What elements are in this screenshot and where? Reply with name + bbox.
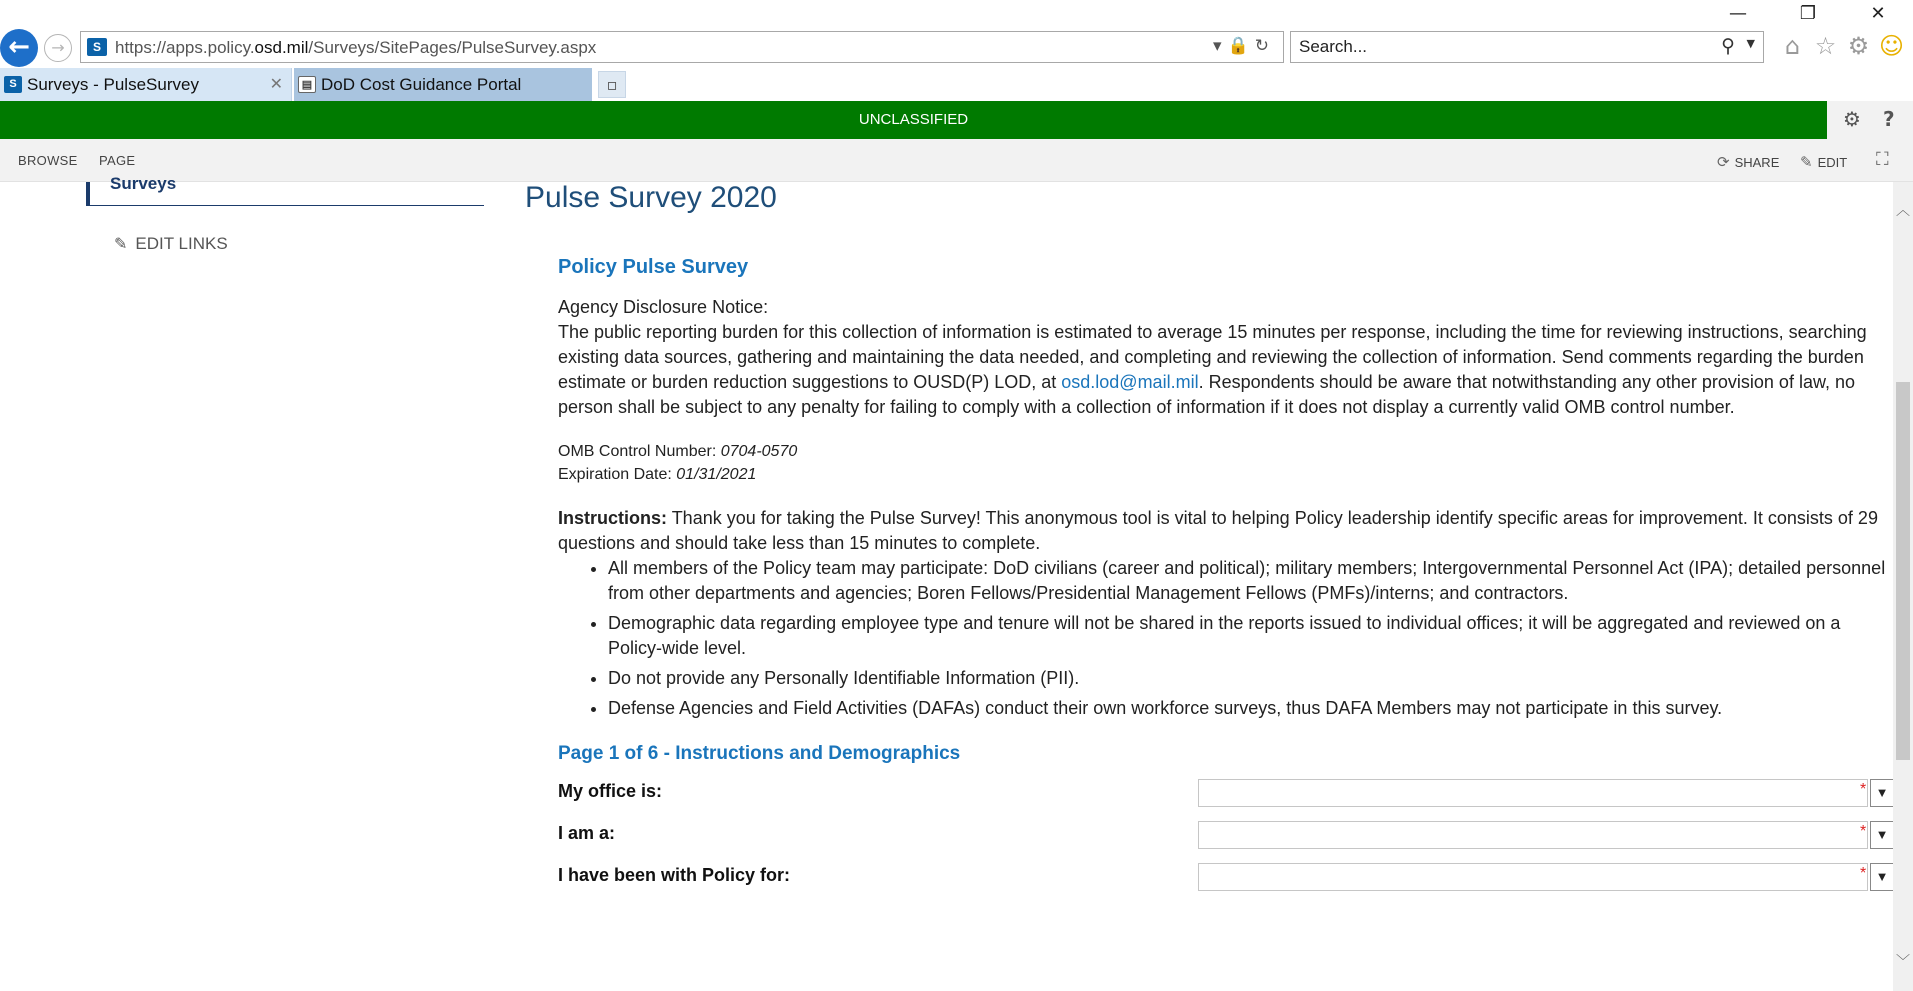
- required-mark: *: [1860, 865, 1867, 882]
- nav-item-label: Surveys: [110, 174, 177, 193]
- url-dropdown-icon[interactable]: ▾: [1213, 36, 1228, 56]
- instructions: [558, 506, 1893, 556]
- smiley-icon[interactable]: ☺: [1878, 32, 1905, 60]
- ribbon: [0, 139, 1913, 182]
- chevron-down-icon[interactable]: ▼: [1746, 37, 1755, 50]
- question-office: [558, 779, 1893, 821]
- main-content: [500, 182, 1893, 991]
- page-favicon-icon: ▤: [298, 76, 316, 93]
- instructions-list: [608, 556, 1893, 721]
- expiration-date: [558, 463, 1893, 486]
- instructions-text: Thank you for taking the Pulse Survey! This anonymous tool is vital to helping Policy leadership identify specific areas for improvement. It consists of 29 questions and should take less than 15 minutes to complete.: [558, 508, 1878, 553]
- list-item: • Demographic data regarding employee type and tenure will not be shared in the reports issued to individual offices; it will be aggregated and reviewed on a Policy-wide level.: [608, 611, 1893, 661]
- forward-arrow-icon[interactable]: →: [44, 34, 72, 62]
- required-mark: *: [1860, 823, 1867, 840]
- tab-label: Surveys - PulseSurvey: [27, 75, 199, 94]
- tab-surveys-pulsesurvey[interactable]: [0, 68, 292, 101]
- sharepoint-favicon-icon: S: [4, 76, 22, 93]
- question-label: My office is:: [558, 781, 663, 801]
- search-box: [1290, 31, 1764, 63]
- list-item: • All members of the Policy team may participate: DoD civilians (career and political); military members; Intergovernmental Personnel Act (IPA); detailed personnel from other departments and agencies; Boren Fellows/Presidential Management Fellows (PMFs)/interns; and contractors.: [608, 556, 1893, 606]
- disclosure-heading: Agency Disclosure Notice:: [558, 297, 769, 317]
- new-tab-icon[interactable]: ▫: [598, 71, 626, 98]
- restore-icon[interactable]: ❐: [1799, 3, 1817, 24]
- close-icon[interactable]: ✕: [269, 76, 283, 93]
- settings-gear-icon[interactable]: ⚙: [1843, 107, 1861, 131]
- browser-toolbar: [1776, 32, 1908, 60]
- url-actions: [1213, 36, 1275, 56]
- chevron-down-icon[interactable]: ▼: [1870, 821, 1893, 849]
- pencil-icon: ✎: [1800, 154, 1813, 171]
- required-mark: *: [1860, 781, 1867, 798]
- list-item: • Do not provide any Personally Identifiable Information (PII).: [608, 666, 1893, 691]
- quick-launch: [0, 174, 500, 991]
- list-item: • Defense Agencies and Field Activities (DAFAs) conduct their own workforce surveys, thus DAFA Members may not participate in this survey.: [608, 696, 1893, 721]
- back-arrow-icon[interactable]: ←: [0, 29, 38, 67]
- close-icon[interactable]: ✕: [1870, 3, 1886, 24]
- ribbon-tab-page[interactable]: PAGE: [99, 153, 136, 168]
- omb-value: 0704-0570: [720, 443, 798, 460]
- share-button[interactable]: [1717, 153, 1779, 171]
- email-link[interactable]: osd.lod@mail.mil: [1061, 372, 1199, 392]
- search-input[interactable]: [1291, 32, 1701, 62]
- gear-icon[interactable]: ⚙: [1847, 32, 1870, 60]
- home-icon[interactable]: ⌂: [1784, 32, 1801, 60]
- employee-type-select[interactable]: [1198, 821, 1868, 849]
- classification-banner: UNCLASSIFIED: [0, 101, 1827, 139]
- scrollbar-thumb[interactable]: [1896, 382, 1910, 760]
- section-title: Page 1 of 6 - Instructions and Demographics: [558, 743, 961, 764]
- window-title-bar: [0, 0, 1913, 28]
- chevron-down-icon[interactable]: ▼: [1870, 779, 1893, 807]
- survey-body: [558, 256, 1893, 905]
- tab-strip: [0, 68, 1913, 101]
- disclosure-text-part: . Respondents should be aware that notwithstanding any other provision of law, no person shall be subject to any penalty for failing to comply with a collection of information if it does not display a currently valid OMB control number.: [558, 372, 1855, 417]
- address-bar-row: [0, 28, 1913, 68]
- lock-icon[interactable]: 🔒: [1227, 36, 1255, 56]
- share-label: SHARE: [1734, 155, 1780, 170]
- refresh-icon[interactable]: ↻: [1254, 36, 1275, 56]
- edit-links-label: EDIT LINKS: [135, 234, 228, 253]
- minimize-icon[interactable]: —: [1729, 3, 1747, 24]
- search-icon[interactable]: ⚲: [1721, 35, 1735, 57]
- expiration-value: 01/31/2021: [676, 466, 757, 483]
- pencil-icon: ✎: [114, 236, 128, 253]
- nav-item-surveys[interactable]: [86, 174, 484, 206]
- tab-label: DoD Cost Guidance Portal: [321, 75, 522, 94]
- disclosure-text-part: The public reporting burden for this collection of information is estimated to average 15 minutes per response, including the time for reviewing instructions, searching existing data sources, gathering and maintaining the data needed, and completing and reviewing the collection of information. Send comments regarding the burden estimate or burden reduction suggestions to OUSD(P) LOD, at: [558, 322, 1867, 392]
- edit-button[interactable]: [1800, 153, 1847, 171]
- help-icon[interactable]: ?: [1883, 107, 1895, 131]
- survey-title: Policy Pulse Survey: [558, 256, 749, 278]
- star-icon[interactable]: ☆: [1814, 32, 1837, 60]
- chevron-down-icon[interactable]: ▼: [1870, 863, 1893, 891]
- question-employee-type: [558, 821, 1893, 863]
- edit-label: EDIT: [1817, 155, 1848, 170]
- page-title: Pulse Survey 2020: [525, 182, 777, 214]
- url-field[interactable]: [80, 31, 1284, 63]
- disclosure-text: [558, 320, 1893, 420]
- ribbon-tab-browse[interactable]: BROWSE: [18, 153, 78, 168]
- sharepoint-favicon-icon: S: [87, 38, 107, 56]
- url-text[interactable]: https://apps.policy.osd.mil/Surveys/SitePages/PulseSurvey.aspx: [115, 38, 597, 57]
- omb-info: [558, 440, 1893, 486]
- share-icon: ⟳: [1717, 154, 1730, 171]
- focus-content-icon[interactable]: ⛶: [1876, 149, 1889, 169]
- disclosure-notice: [558, 295, 1893, 420]
- question-label: I am a:: [558, 823, 616, 843]
- scroll-down-icon[interactable]: ﹀: [1896, 954, 1910, 970]
- omb-label: OMB Control Number:: [558, 443, 721, 460]
- omb-control-number: [558, 440, 1893, 463]
- expiration-label: Expiration Date:: [558, 466, 677, 483]
- tab-dod-cost-guidance-portal[interactable]: [294, 68, 592, 101]
- scroll-up-icon[interactable]: ︿: [1896, 203, 1910, 219]
- edit-links-button[interactable]: [114, 234, 228, 254]
- vertical-scrollbar[interactable]: [1893, 182, 1913, 991]
- question-tenure: [558, 863, 1893, 905]
- suite-bar-actions: [1827, 101, 1913, 139]
- office-select[interactable]: [1198, 779, 1868, 807]
- instructions-label: Instructions:: [558, 508, 668, 528]
- tenure-select[interactable]: [1198, 863, 1868, 891]
- question-label: I have been with Policy for:: [558, 865, 791, 885]
